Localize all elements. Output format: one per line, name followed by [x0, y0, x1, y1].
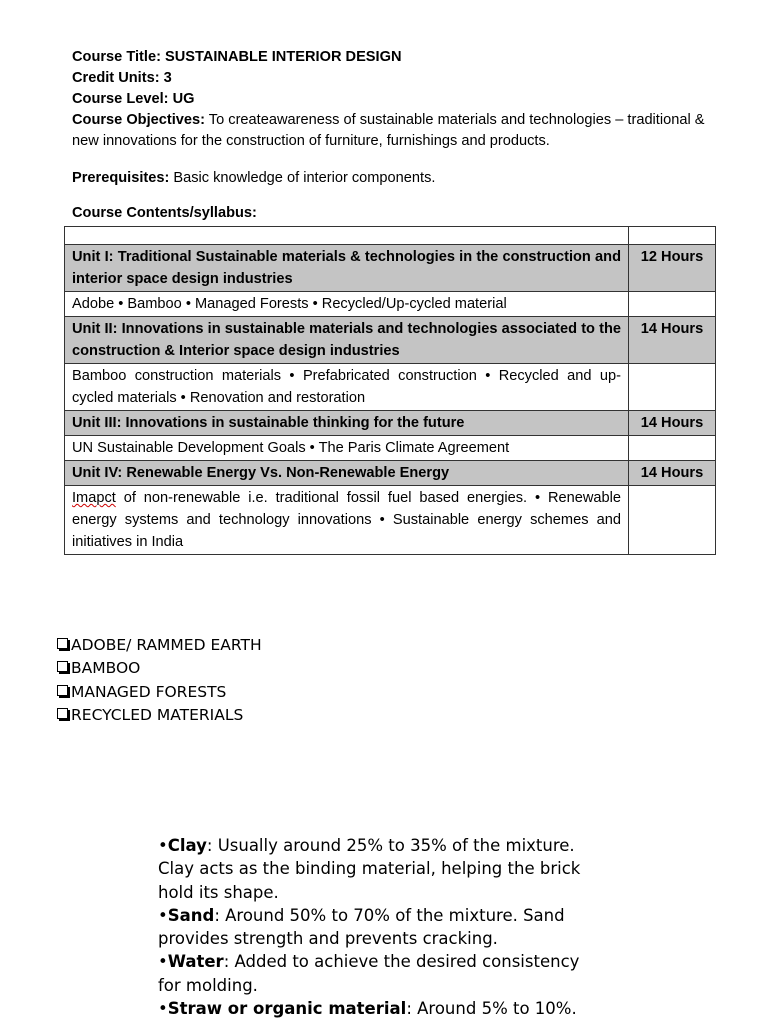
- table-row-unit-3: [65, 411, 716, 436]
- checkbox-icon: [57, 708, 68, 719]
- unit-title: Unit II: Innovations in sustainable materials and technologies associated to the construction & Interior space design industries: [65, 317, 629, 364]
- course-objectives: [72, 110, 712, 152]
- composition-term: Straw or organic material: [167, 999, 407, 1019]
- prereq-label: Prerequisites:: [72, 170, 170, 186]
- composition-term: Sand: [167, 905, 215, 925]
- credit-units: Credit Units: 3: [72, 70, 172, 86]
- adobe-composition-list: [158, 834, 598, 1020]
- empty-hours-cell: [629, 436, 716, 461]
- unit-topics: UN Sustainable Development Goals • The Paris Climate Agreement: [65, 436, 629, 461]
- material-checklist: [57, 634, 262, 727]
- course-title-label: Course Title:: [72, 49, 165, 65]
- empty-hours-cell: [629, 364, 716, 411]
- table-row-unit-4: [65, 461, 716, 486]
- course-level-value: UG: [172, 91, 195, 107]
- checkbox-icon: [57, 685, 68, 696]
- table-row-topics-4: [65, 486, 716, 555]
- composition-item: [158, 997, 598, 1020]
- composition-text: : Around 50% to 70% of the mixture. Sand provides strength and prevents cracking.: [158, 905, 565, 949]
- course-title-line: [72, 47, 712, 68]
- bullet-icon: •: [158, 952, 168, 972]
- unit-topics: Bamboo construction materials • Prefabricated construction • Recycled and up-cycled materials • Renovation and restoration: [65, 364, 629, 411]
- unit-hours: 12 Hours: [629, 245, 716, 292]
- objectives-label: Course Objectives:: [72, 112, 206, 128]
- table-row-topics-3: [65, 436, 716, 461]
- composition-item: [158, 834, 598, 904]
- course-level-line: [72, 89, 712, 110]
- bullet-icon: •: [158, 999, 168, 1019]
- composition-term: Water: [167, 952, 224, 972]
- table-row-topics-1: [65, 292, 716, 317]
- checkbox-icon: [57, 661, 68, 672]
- composition-text: : Around 5% to 10%.: [406, 999, 577, 1019]
- course-contents-heading: Course Contents/syllabus:: [72, 205, 257, 221]
- list-item-label: MANAGED FORESTS: [71, 682, 227, 701]
- bullet-icon: •: [158, 905, 168, 925]
- table-row-topics-2: [65, 364, 716, 411]
- course-title-value: SUSTAINABLE INTERIOR DESIGN: [165, 49, 402, 65]
- unit-hours: 14 Hours: [629, 317, 716, 364]
- composition-item: [158, 950, 598, 997]
- objectives-text: To createawareness of sustainable materials and technologies – traditional & new innovations for the construction of furniture, furnishings and products.: [72, 112, 705, 149]
- empty-hours-cell: [629, 486, 716, 555]
- unit-topics-rest: of non-renewable i.e. traditional fossil fuel based energies. • Renewable energy systems and technology innovations • Sustainable energy schemes and initiatives in India: [72, 490, 621, 550]
- blank-cell: [65, 227, 629, 245]
- unit-topics: [65, 486, 629, 555]
- composition-item: [158, 904, 598, 951]
- list-item-label: RECYCLED MATERIALS: [71, 705, 244, 724]
- list-item-label: ADOBE/ RAMMED EARTH: [71, 636, 262, 654]
- table-row-unit-2: [65, 317, 716, 364]
- composition-text: : Usually around 25% to 35% of the mixture. Clay acts as the binding material, helping the brick hold its shape.: [158, 836, 581, 902]
- unit-title: Unit IV: Renewable Energy Vs. Non-Renewable Energy: [65, 461, 629, 486]
- unit-hours: 14 Hours: [629, 461, 716, 486]
- unit-topics: Adobe • Bamboo • Managed Forests • Recycled/Up-cycled material: [65, 292, 629, 317]
- composition-term: Clay: [167, 836, 207, 855]
- list-item: [57, 704, 262, 727]
- blank-cell: [629, 227, 716, 245]
- table-row-unit-1: [65, 245, 716, 292]
- composition-text: : Added to achieve the desired consistency for molding.: [158, 952, 580, 995]
- empty-hours-cell: [629, 292, 716, 317]
- spellcheck-flagged-word: Imapct: [72, 490, 116, 506]
- list-item: [57, 657, 262, 680]
- unit-title: Unit I: Traditional Sustainable materials & technologies in the construction and interior space design industries: [65, 245, 629, 292]
- syllabus-table: [64, 226, 716, 555]
- list-item: [57, 681, 262, 704]
- prerequisites: [72, 168, 712, 189]
- checkbox-icon: [57, 638, 68, 649]
- list-item-label: BAMBOO: [71, 659, 141, 678]
- unit-title: Unit III: Innovations in sustainable thinking for the future: [65, 411, 629, 436]
- bullet-icon: •: [158, 836, 168, 855]
- course-level-label: Course Level:: [72, 91, 173, 107]
- prereq-text: Basic knowledge of interior components.: [169, 170, 436, 186]
- table-header-blank-row: [65, 227, 716, 245]
- unit-hours: 14 Hours: [629, 411, 716, 436]
- list-item: [57, 634, 262, 657]
- course-header: [72, 47, 712, 110]
